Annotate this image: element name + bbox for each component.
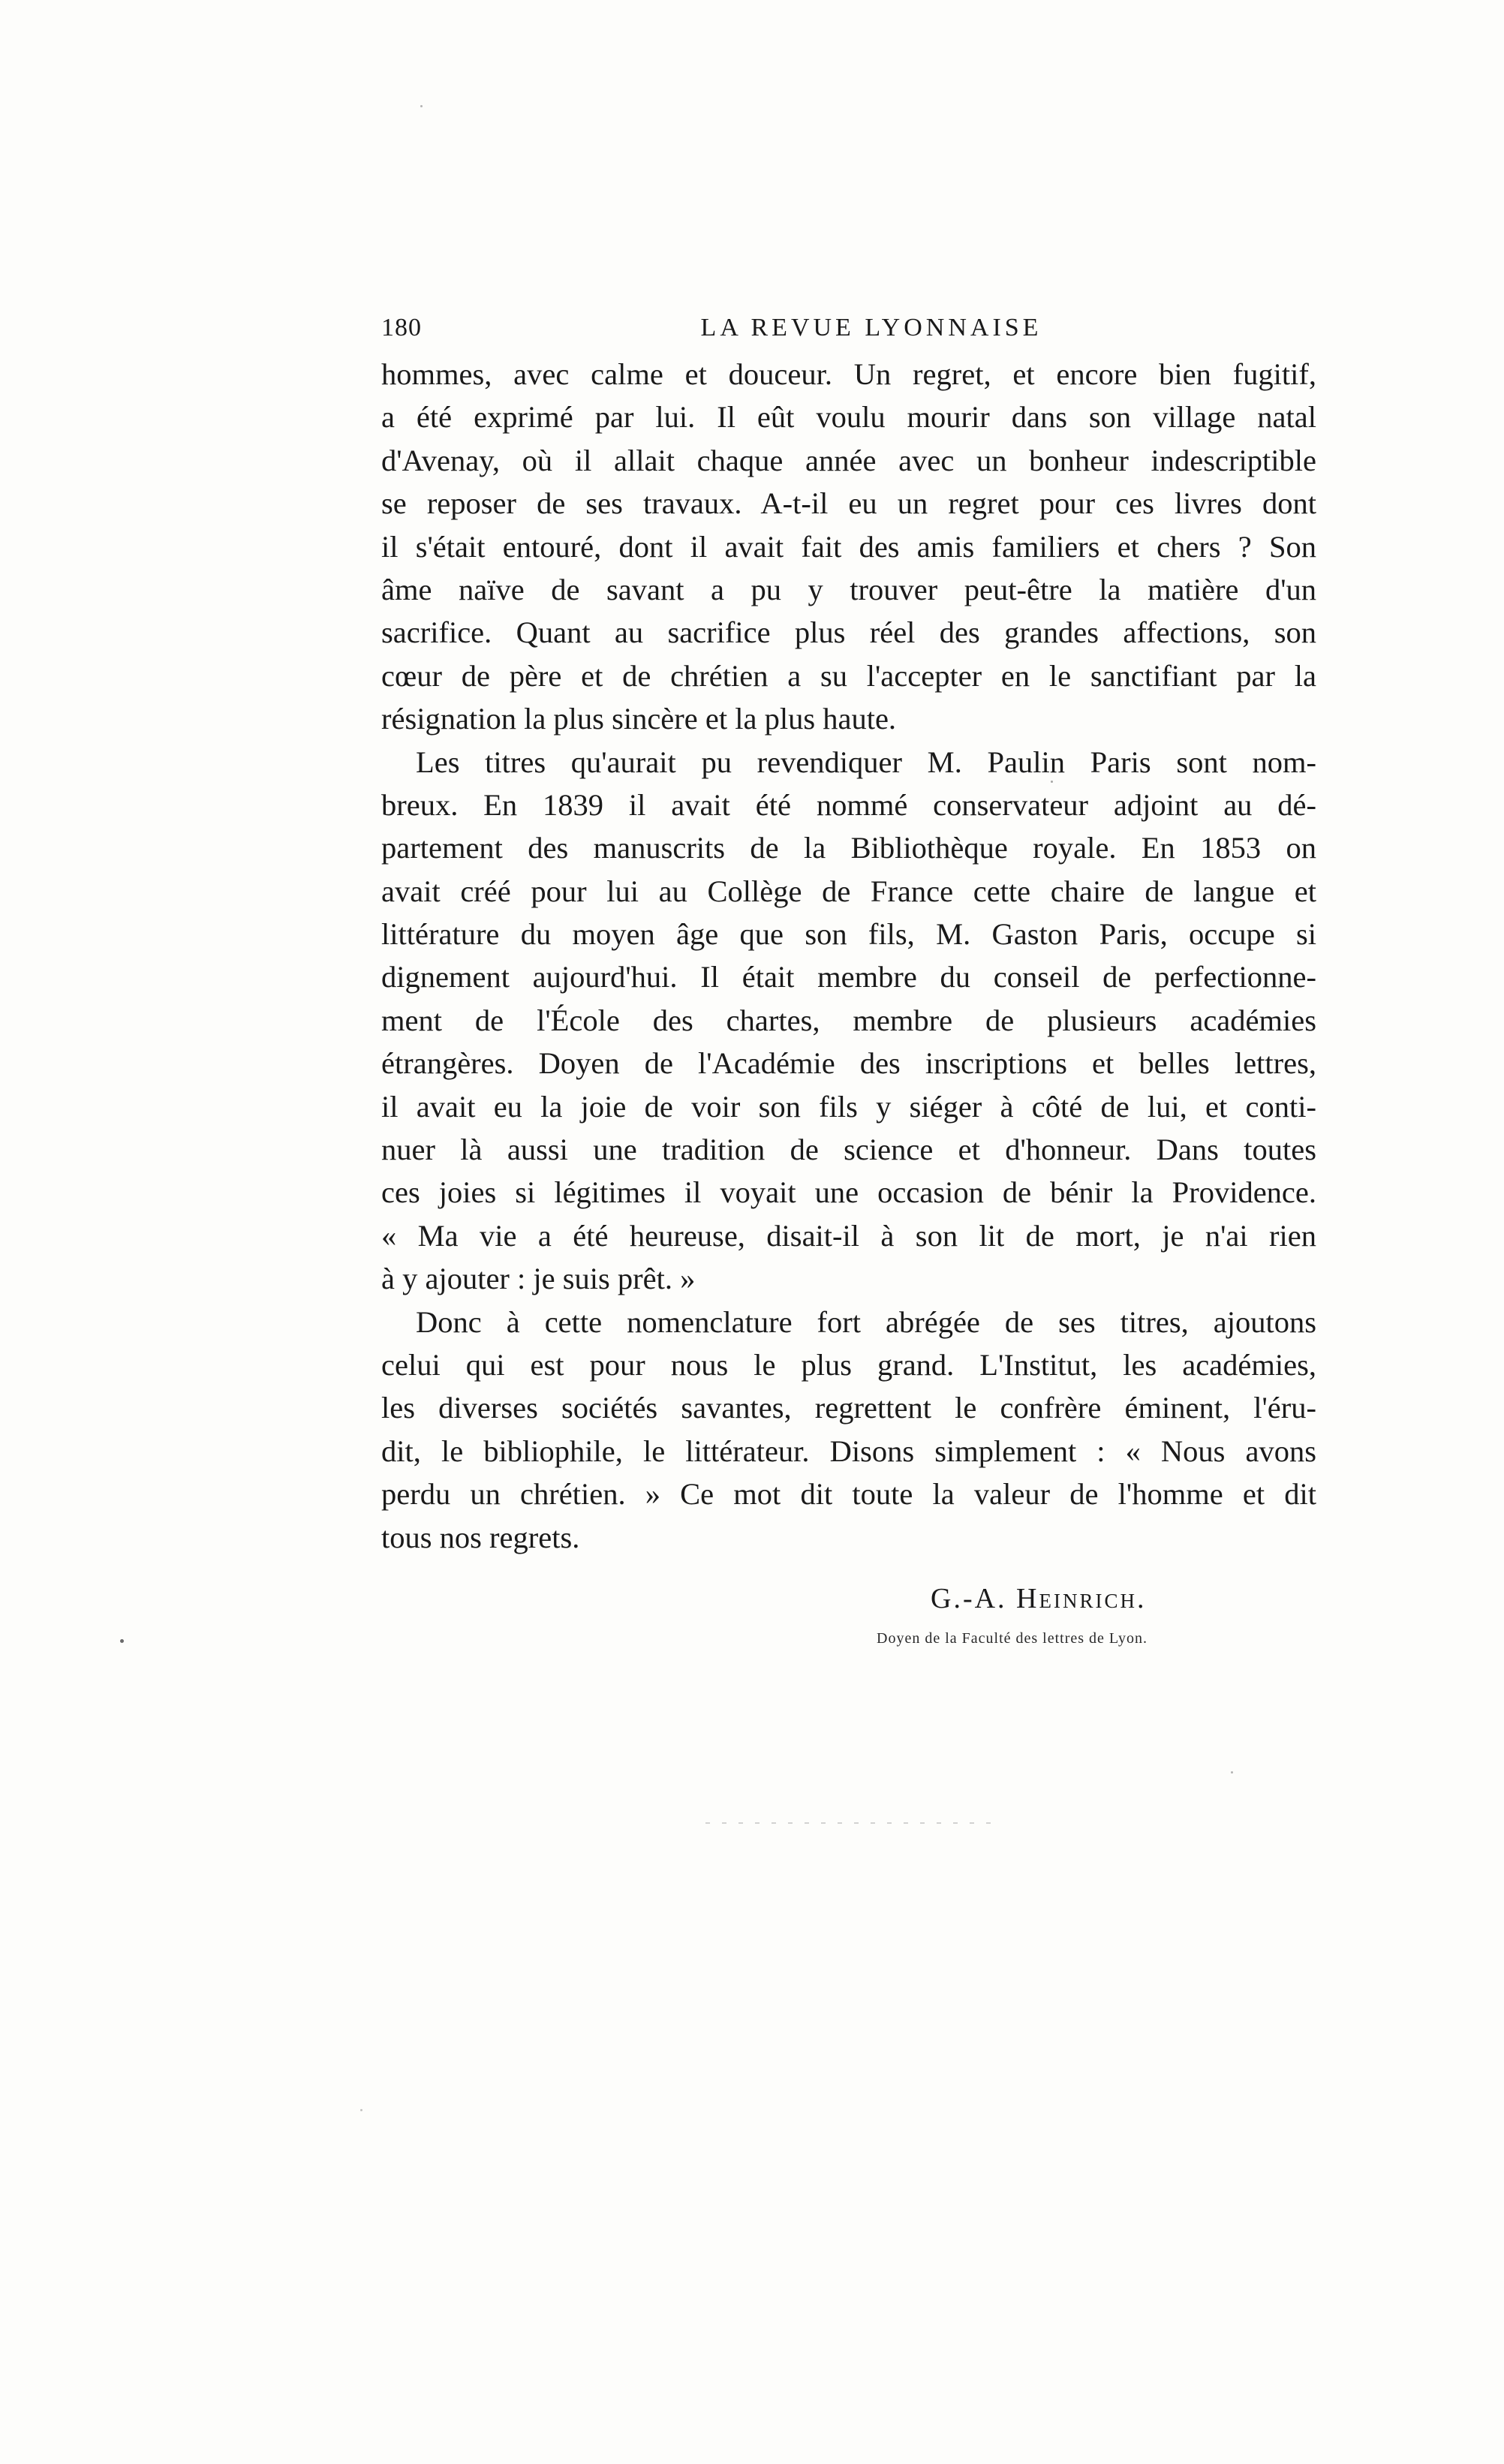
paper-speck bbox=[360, 2109, 362, 2111]
author-signature bbox=[931, 1582, 1231, 1615]
page-number: 180 bbox=[381, 314, 422, 341]
paragraph-1 bbox=[381, 353, 1316, 741]
text-line: avait créé pour lui au Collège de France cette chaire de langue et bbox=[381, 874, 1316, 908]
text-line: hommes, avec calme et douceur. Un regret, et encore bien fugitif, bbox=[381, 357, 1316, 391]
text-line: les diverses sociétés savantes, regrettent le confrère éminent, l'éru- bbox=[381, 1391, 1316, 1425]
paragraph-2 bbox=[381, 741, 1316, 1301]
text-line: a été exprimé par lui. Il eût voulu mourir dans son village natal bbox=[381, 400, 1316, 435]
paper-speck bbox=[1051, 781, 1053, 783]
author-initials: G.-A. bbox=[931, 1583, 1007, 1614]
faint-ink-trace bbox=[705, 1822, 991, 1824]
text-line: ment de l'École des chartes, membre de plusieurs académies bbox=[381, 1003, 1316, 1037]
text-line: étrangères. Doyen de l'Académie des inscriptions et belles lettres, bbox=[381, 1046, 1316, 1081]
text-line: perdu un chrétien. » Ce mot dit toute la valeur de l'homme et dit bbox=[381, 1477, 1316, 1512]
text-line: nuer là aussi une tradition de science et d'honneur. Dans toutes bbox=[381, 1133, 1316, 1167]
text-line: Les titres qu'aurait pu revendiquer M. Paulin Paris sont nom- bbox=[416, 745, 1316, 779]
paper-speck bbox=[420, 105, 423, 107]
text-line: dignement aujourd'hui. Il était membre du conseil de perfectionne- bbox=[381, 960, 1316, 994]
text-line: résignation la plus sincère et la plus haute. bbox=[381, 702, 897, 736]
journal-title: LA REVUE LYONNAISE bbox=[700, 314, 1042, 341]
text-line: sacrifice. Quant au sacrifice plus réel des grandes affections, son bbox=[381, 615, 1316, 650]
paragraph-3 bbox=[381, 1301, 1316, 1559]
text-line: dit, le bibliophile, le littérateur. Disons simplement : « Nous avons bbox=[381, 1434, 1316, 1468]
text-line: celui qui est pour nous le plus grand. L'Institut, les académies, bbox=[381, 1347, 1316, 1382]
text-line: ces joies si légitimes il voyait une occasion de bénir la Providence. bbox=[381, 1175, 1316, 1210]
text-line: cœur de père et de chrétien a su l'accepter en le sanctifiant par la bbox=[381, 658, 1316, 693]
text-line: partement des manuscrits de la Bibliothèque royale. En 1853 on bbox=[381, 831, 1316, 865]
text-line: d'Avenay, où il allait chaque année avec un bonheur indescriptible bbox=[381, 443, 1316, 477]
text-line: littérature du moyen âge que son fils, M. Gaston Paris, occupe si bbox=[381, 917, 1316, 952]
text-line: Donc à cette nomenclature fort abrégée de ses titres, ajoutons bbox=[416, 1304, 1316, 1339]
running-head bbox=[381, 314, 1316, 351]
author-affiliation: Doyen de la Faculté des lettres de Lyon. bbox=[877, 1630, 1148, 1647]
paper-speck bbox=[120, 1639, 124, 1643]
paper-speck bbox=[1231, 1771, 1233, 1774]
text-line: breux. En 1839 il avait été nommé conservateur adjoint au dé- bbox=[381, 787, 1316, 822]
author-surname: Heinrich. bbox=[1016, 1583, 1147, 1614]
text-line: il avait eu la joie de voir son fils y siéger à côté de lui, et conti- bbox=[381, 1089, 1316, 1124]
text-line: à y ajouter : je suis prêt. » bbox=[381, 1262, 696, 1296]
text-line: il s'était entouré, dont il avait fait des amis familiers et chers ? Son bbox=[381, 529, 1316, 564]
article-body bbox=[381, 353, 1316, 1559]
text-line: « Ma vie a été heureuse, disait-il à son lit de mort, je n'ai rien bbox=[381, 1218, 1316, 1253]
text-line: se reposer de ses travaux. A-t-il eu un regret pour ces livres dont bbox=[381, 486, 1316, 521]
text-line: âme naïve de savant a pu y trouver peut-être la matière d'un bbox=[381, 572, 1316, 606]
text-line: tous nos regrets. bbox=[381, 1520, 580, 1554]
